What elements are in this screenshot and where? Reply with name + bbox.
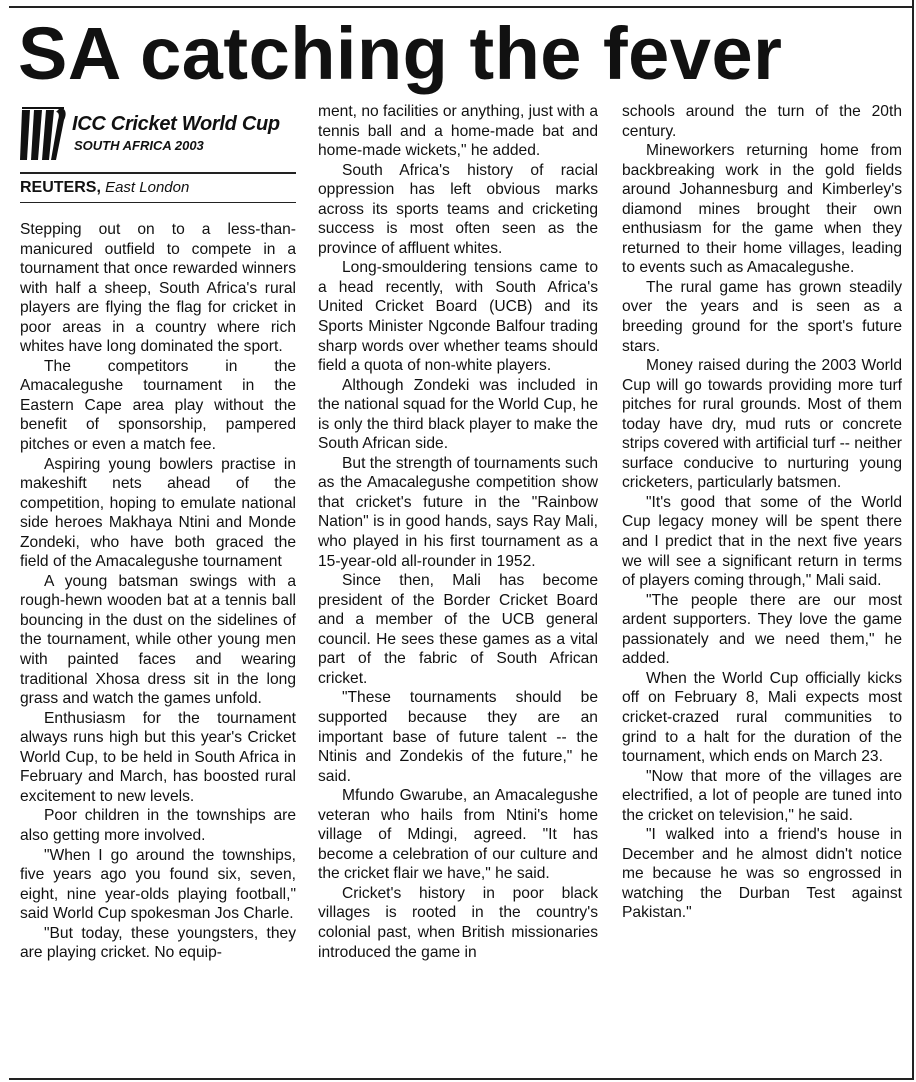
paragraph: A young batsman swings with a rough-hewn wooden bat at a tennis ball bouncing in the dust on the sidelines of the tournament, while other young men with painted faces and wearing traditional Xhosa dress sit in the long grass and watch the games unfold. <box>20 572 296 708</box>
column-2 <box>318 102 598 1077</box>
paragraph: Aspiring young bowlers practise in makeshift nets ahead of the competition, hoping to emulate national side heroes Makhaya Ntini and Monde Zondeki, who have both graced the field of the Amacalegushe tournament <box>20 455 296 571</box>
byline-location: East London <box>105 179 190 196</box>
headline: SA catching the fever <box>18 12 783 95</box>
paragraph: Money raised during the 2003 World Cup will go towards providing more turf pitches for rural grounds. Most of them today have dry, mud ruts or concrete strips covered with artificial turf -- neither surface conducive to nurturing young cricketers, particularly batsmen. <box>622 357 902 492</box>
paragraph: The rural game has grown steadily over the years and is seen as a breeding ground for the sport's future stars. <box>622 278 902 355</box>
paragraph: Enthusiasm for the tournament always runs high but this year's Cricket World Cup, to be held in South Africa in February and March, has boosted rural excitement to new levels. <box>20 709 296 805</box>
byline-rule <box>20 202 296 203</box>
paragraph: schools around the turn of the 20th century. <box>622 103 902 140</box>
paragraph: South Africa's history of racial oppression has left obvious marks across its sports teams and cricketing success is most often seen as the province of affluent whites. <box>318 161 598 257</box>
paragraph: Cricket's history in poor black villages is rooted in the country's colonial past, when British missionaries introduced the game in <box>318 884 598 961</box>
stumps-logo-icon <box>20 106 68 162</box>
column-1 <box>20 100 296 1075</box>
paragraph: "I walked into a friend's house in December and he almost didn't notice me because he was so engrossed in watching the Durban Test against Pakistan." <box>622 826 902 922</box>
byline-agency: REUTERS, <box>20 179 101 196</box>
paragraph: Mfundo Gwarube, an Amacalegushe veteran who hails from Ntini's home village of Mdingi, agreed. "It has become a celebration of our culture and the cricket flair we have," he said. <box>318 787 598 883</box>
paragraph: "But today, these youngsters, they are playing cricket. No equip- <box>20 924 296 962</box>
paragraph: "These tournaments should be supported because they are an important base of future talent -- the Ntinis and Zondekis of the future," he said. <box>318 689 598 785</box>
logo-subtitle: SOUTH AFRICA 2003 <box>74 138 204 153</box>
logo-title: ICC Cricket World Cup <box>72 113 280 135</box>
paragraph: But the strength of tournaments such as the Amacalegushe competition show that cricket's future in the "Rainbow Nation" is in good hands, says Ray Mali, who played in his first tournament as a 15-year-old all-rounder in 1952. <box>318 454 598 570</box>
paragraph: ment, no facilities or anything, just with a tennis ball and a home-made bat and home-made wickets," he added. <box>318 103 598 160</box>
column-3 <box>622 102 902 1077</box>
paragraph: Although Zondeki was included in the national squad for the World Cup, he is only the third black player to make the South African side. <box>318 376 598 453</box>
paragraph: Since then, Mali has become president of the Border Cricket Board and a member of the UCB general council. He sees these games as a vital part of the fabric of South African cricket. <box>318 572 598 687</box>
paragraph: "It's good that some of the World Cup legacy money will be spent there and I predict that in the next five years we will see a significant return in terms of players coming through," Mali said. <box>622 493 902 590</box>
logo-rule <box>20 172 296 174</box>
paragraph: "The people there are our most ardent supporters. They love the game passionately and we need them," he added. <box>622 591 902 668</box>
paragraph: The competitors in the Amacalegushe tournament in the Eastern Cape area play without the benefit of sponsorship, pampered pitches or even a match fee. <box>20 357 296 454</box>
paragraph: Poor children in the townships are also getting more involved. <box>20 807 296 844</box>
paragraph: Long-smouldering tensions came to a head recently, with South Africa's United Cricket Board (UCB) and its Sports Minister Ngconde Balfour trading sharp words over whether teams should field a quota of non-white players. <box>318 259 598 375</box>
paragraph: "Now that more of the villages are electrified, a lot of people are tuned into the cricket on television," he said. <box>622 767 902 824</box>
paragraph: "When I go around the townships, five years ago you found six, seven, eight, nine year-olds playing football," said World Cup spokesman Jos Charle. <box>20 846 296 923</box>
paragraph: When the World Cup officially kicks off on February 8, Mali expects most cricket-crazed rural communities to grind to a halt for the duration of the tournament, which ends on March 23. <box>622 669 902 766</box>
paragraph: Stepping out on to a less-than-manicured outfield to compete in a tournament that once rewarded winners with half a sheep, South Africa's rural players are flying the flag for cricket in poor areas in a country where rich whites have long dominated the sport. <box>20 221 296 356</box>
world-cup-logo <box>20 100 296 166</box>
byline <box>20 178 296 198</box>
paragraph: Mineworkers returning home from backbreaking work in the gold fields around Johannesburg and Kimberley's diamond mines brought their own enthusiasm for the game when they returned to their home villages, leading to events such as Amacalegushe. <box>622 142 902 277</box>
